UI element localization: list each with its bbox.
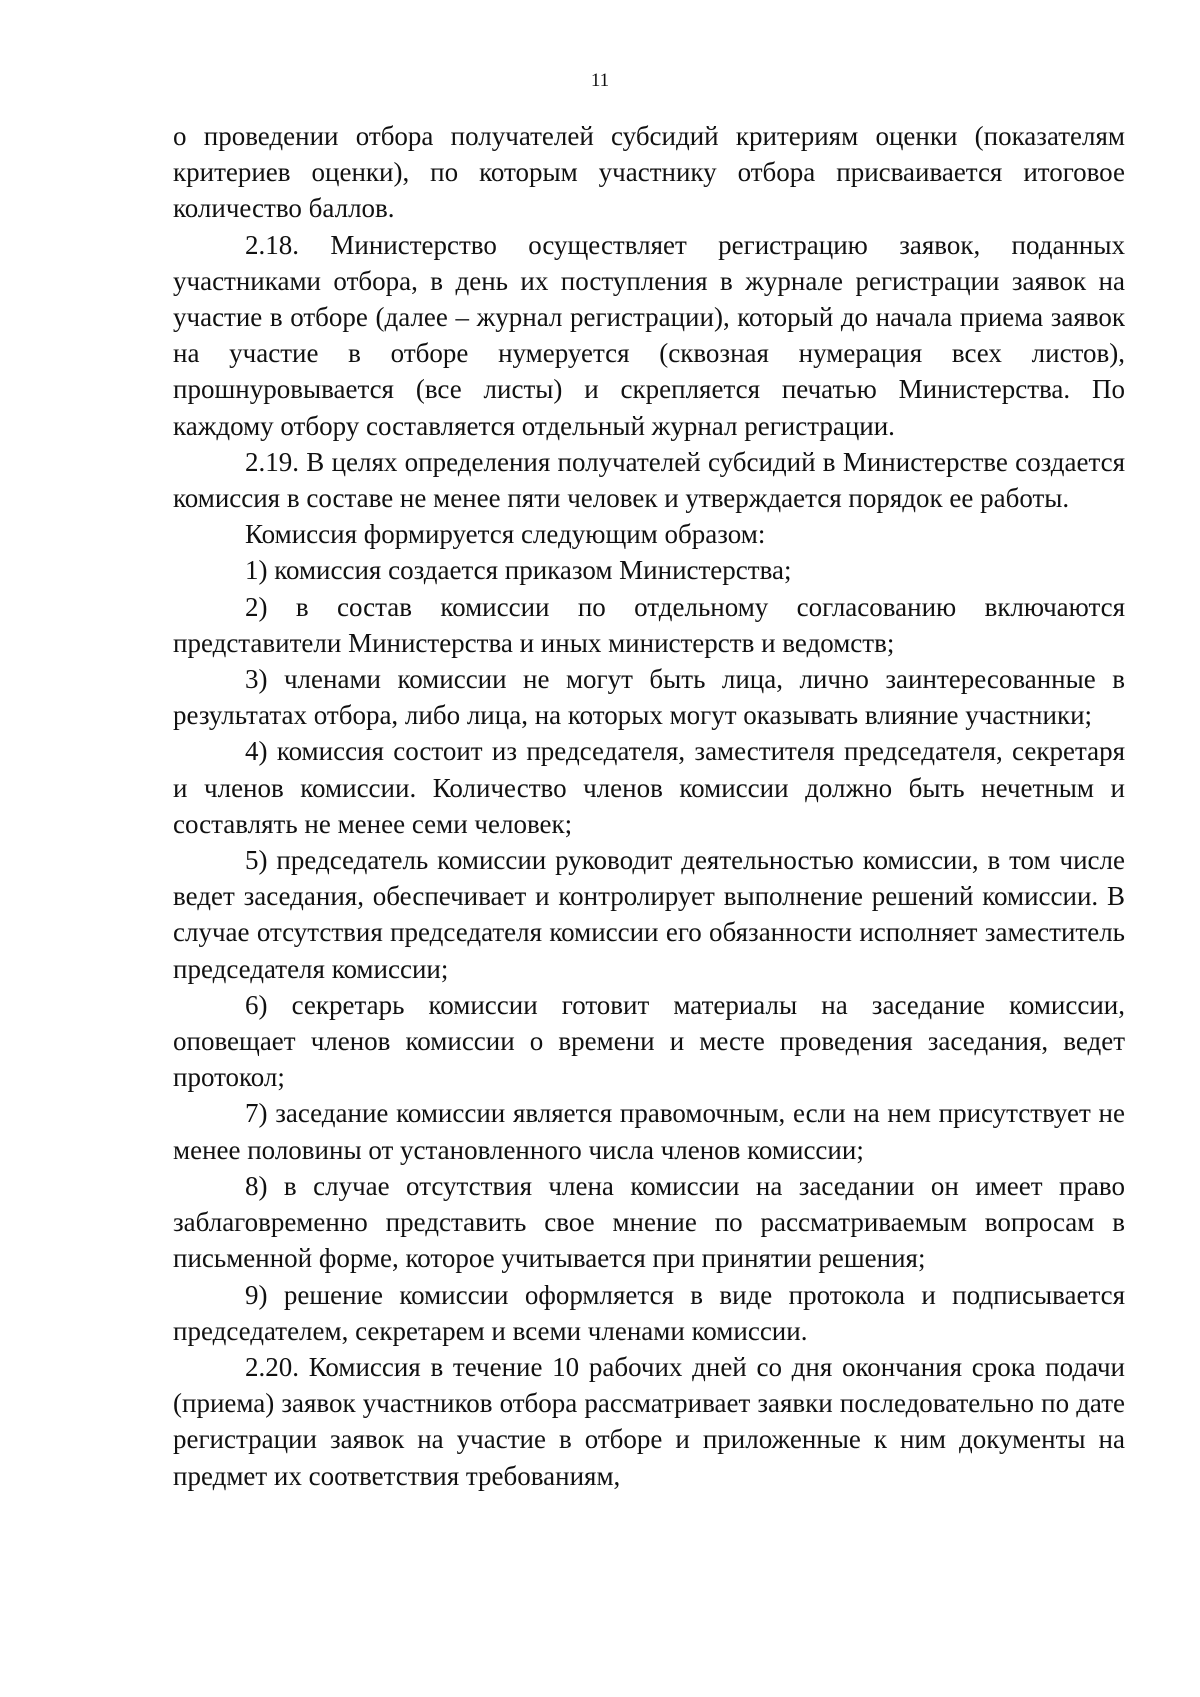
paragraph-2-18: 2.18. Министерство осуществляет регистрацию заявок, поданных участниками отбора, в день их поступления в журнале регистрации заявок на участие в отборе (далее – журнал регистрации), который до начала приема заявок на участие в отборе нумеруется (сквозная нумерация всех листов), прошнуровывается (все листы) и скрепляется печатью Министерства. По каждому отбору составляется отдельный журнал регистрации. [173, 229, 1125, 441]
paragraph-2-20: 2.20. Комиссия в течение 10 рабочих дней со дня окончания срока подачи (приема) заявок участников отбора рассматривает заявки последовательно по дате регистрации заявок на участие в отборе и приложенные к ним документы на предмет их соответствия требованиям, [173, 1351, 1125, 1491]
list-item-6: 6) секретарь комиссии готовит материалы на заседание комиссии, оповещает членов комиссии о времени и месте проведения заседания, ведет протокол; [173, 989, 1125, 1093]
document-body [173, 118, 1125, 1494]
list-item-7: 7) заседание комиссии является правомочным, если на нем присутствует не менее половины от установленного числа членов комиссии; [173, 1098, 1125, 1165]
list-item-8: 8) в случае отсутствия члена комиссии на заседании он имеет право заблаговременно представить свое мнение по рассматриваемым вопросам в письменной форме, которое учитывается при принятии решения; [173, 1170, 1125, 1274]
list-item-5: 5) председатель комиссии руководит деятельностью комиссии, в том числе ведет заседания, обеспечивает и контролирует выполнение решений комиссии. В случае отсутствия председателя комиссии его обязанности исполняет заместитель председателя комиссии; [173, 845, 1125, 984]
paragraph-continuation: о проведении отбора получателей субсидий критериям оценки (показателям критериев оценки), по которым участнику отбора присваивается итоговое количество баллов. [173, 121, 1125, 224]
list-item-2: 2) в состав комиссии по отдельному согласованию включаются представители Министерства и иных министерств и ведомств; [173, 591, 1125, 658]
paragraph-2-19: 2.19. В целях определения получателей субсидий в Министерстве создается комиссия в составе не менее пяти человек и утверждается порядок ее работы. [173, 446, 1125, 514]
list-item-4: 4) комиссия состоит из председателя, заместителя председателя, секретаря и членов комиссии. Количество членов комиссии должно быть нечетным и составлять не менее семи человек; [173, 736, 1125, 839]
paragraph-commission-intro: Комиссия формируется следующим образом: [245, 519, 766, 550]
list-item-1: 1) комиссия создается приказом Министерства; [245, 555, 792, 586]
page-number: 11 [590, 70, 610, 91]
list-item-9: 9) решение комиссии оформляется в виде протокола и подписывается председателем, секретарем и всеми членами комиссии. [173, 1279, 1125, 1346]
list-item-3: 3) членами комиссии не могут быть лица, лично заинтересованные в результатах отбора, либо лица, на которых могут оказывать влияние участники; [173, 664, 1125, 731]
